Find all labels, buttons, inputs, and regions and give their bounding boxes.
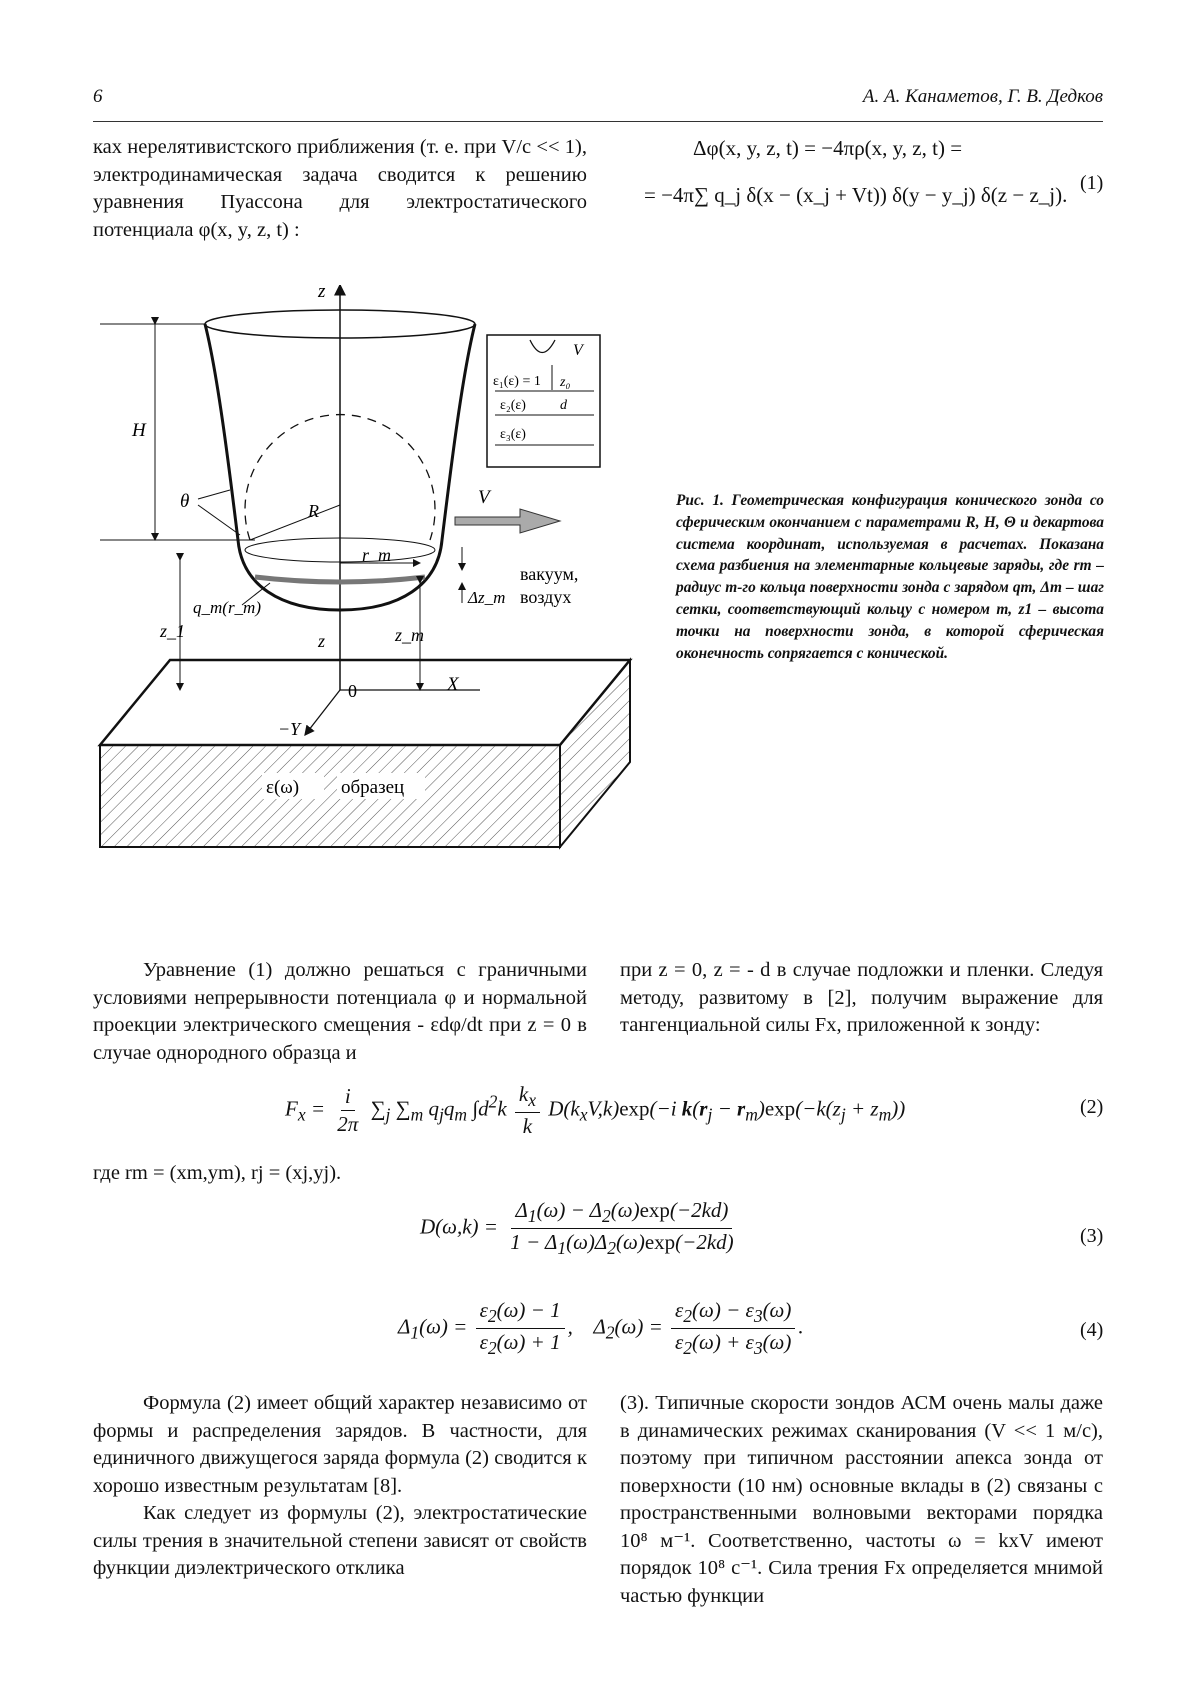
equation-4: $\Delta_1(\omega)$ = $\frac{\varepsilon_2(\omega) - 1}{\varepsilon_2(\omega) + 1}$ , $\Delta_2(\omega)$ = $\frac{\varepsilon_2(\omega) - \varepsilon_3(\omega)}{\varepsilon_2(\omega) + \varepsilon_3(\omega)}$ . bbox=[398, 1298, 804, 1359]
bottom-right-paragraph bbox=[620, 1390, 1103, 1610]
mid-right-paragraph bbox=[620, 957, 1103, 1040]
medium-label-2: воздух bbox=[520, 587, 572, 607]
intro-paragraph bbox=[93, 134, 587, 244]
equation-4-number: (4) bbox=[1080, 1319, 1104, 1341]
rm-label: r_m bbox=[362, 545, 392, 565]
inset-d: d bbox=[560, 398, 567, 413]
equation-1-line-1: Δφ(x, y, z, t) = −4πρ(x, y, z, t) = bbox=[693, 136, 963, 160]
equation-2: $F_x$ = $\frac{i}{2\pi}$ $\sum_j$ $\sum_m$ $q_jq_m$ $\int d^2k$ $\frac{k_x}{k}$ $D(k_xV,k)\exp(-i$ $k(r_j - r_m)\exp(-k(z_j + z_m))$ bbox=[285, 1082, 906, 1139]
z-axis-label: z bbox=[318, 285, 326, 302]
velocity-label: V bbox=[478, 487, 490, 508]
y-axis bbox=[305, 690, 340, 735]
bottom-right-text: (3). Типичные скорости зондов АСМ очень малы даже в динамических режимах сканирования (V << 1 м/с), поэтому при типичном расстоянии апекса зонда от поверхности (10 нм) основные вклады в (2) связаны с пространственными волновыми векторами порядка 10⁸ м⁻¹. Соответственно, частоты ω = kxV имеют порядок 10⁸ с⁻¹. Сила трения Fx определяется мнимой частью функции bbox=[620, 1392, 1103, 1607]
zm-label: z_m bbox=[395, 625, 425, 645]
sample-label: образец bbox=[341, 777, 405, 798]
inset-eps2: ε₂(ε) bbox=[500, 398, 526, 413]
mid-left-text: Уравнение (1) должно решаться с граничными условиями непрерывности потенциала φ и нормальной проекции электрического смещения - εdφ/dt при z = 0 в случае однородного образца и bbox=[93, 959, 587, 1064]
inset-z0: z₀ bbox=[560, 375, 571, 390]
z1-label: z_1 bbox=[160, 621, 186, 641]
page-number: 6 bbox=[93, 86, 103, 107]
intro-text: ках нерелятивистского приближения (т. е. при V/c << 1), электродинамическая задача сводится к решению уравнения Пуассона для электростатического потенциала φ(x, y, z, t) : bbox=[93, 136, 587, 241]
equation-1-line-2: = −4π∑ q_j δ(x − (x_j + Vt)) δ(y − y_j) δ(z − z_j). bbox=[644, 183, 1068, 207]
inset-v-label: V bbox=[573, 342, 583, 359]
medium-label-1: вакуум, bbox=[520, 564, 579, 584]
bottom-left-paragraphs bbox=[93, 1390, 587, 1583]
sample-side-face bbox=[560, 660, 630, 847]
epsilon-omega-label: ε(ω) bbox=[266, 777, 300, 798]
velocity-arrow bbox=[455, 509, 560, 533]
equation-2-number: (2) bbox=[1080, 1096, 1104, 1118]
header-rule bbox=[93, 121, 1103, 122]
equation-3: D(ω,k) = $\frac{\Delta_1(\omega) - \Delta_2(\omega)\exp(-2kd)}{1 - \Delta_1(\omega)\Delta_2(\omega)\exp(-2kd)}$ bbox=[420, 1198, 734, 1259]
figure-caption bbox=[676, 490, 1104, 664]
equation-1-number: (1) bbox=[1080, 172, 1104, 194]
x-axis-label: X bbox=[447, 674, 459, 695]
probe-geometry-figure bbox=[90, 285, 650, 910]
equation-3-number: (3) bbox=[1080, 1225, 1104, 1247]
theta-label: θ bbox=[180, 491, 190, 512]
sample-front-face bbox=[100, 745, 560, 847]
mid-right-text: при z = 0, z = - d в случае подложки и пленки. Следуя методу, развитому в [2], получим выражение для тангенциальной силы Fx, приложенной к зонду: bbox=[620, 959, 1103, 1036]
z-lower-label: z bbox=[318, 631, 326, 651]
mid-left-paragraph bbox=[93, 957, 587, 1067]
qm-label: q_m(r_m) bbox=[193, 598, 261, 617]
dzm-label: Δz_m bbox=[468, 588, 506, 607]
running-header-authors: А. А. Канаметов, Г. В. Дедков bbox=[862, 86, 1103, 107]
radius-line bbox=[250, 505, 340, 540]
inset-eps1: ε₁(ε) = 1 bbox=[493, 374, 541, 389]
where-line: где rm = (xm,ym), rj = (xj,yj). bbox=[93, 1162, 342, 1184]
radius-label: R bbox=[308, 501, 319, 521]
inset-eps3: ε₃(ε) bbox=[500, 427, 526, 442]
origin-label: 0 bbox=[348, 681, 357, 701]
figure-caption-text: Рис. 1. Геометрическая конфигурация конического зонда со сферическим окончанием с параметрами R, H, Θ и декартова система координат, используемая в расчетах. Показана схема разбиения на элементарные кольцевые заряды, где rm – радиус m-го кольца поверхности зонда с зарядом qm, Δm – шаг сетки, соответствующий кольцу с номером m, z1 – высота точки на поверхности зонда, в которой сферическая оконечность сопрягается с конической. bbox=[676, 492, 1104, 662]
bottom-left-p1: Формула (2) имеет общий характер независимо от формы и распределения зарядов. В частности, для единичного движущегося заряда формула (2) сводится к хорошо известным результатам [8]. bbox=[93, 1392, 587, 1497]
bottom-left-p2: Как следует из формулы (2), электростатические силы трения в значительной степени зависят от свойств функции диэлектрического отклика bbox=[93, 1502, 587, 1579]
H-label: H bbox=[132, 420, 146, 441]
minus-y-label: −Y bbox=[278, 719, 301, 739]
